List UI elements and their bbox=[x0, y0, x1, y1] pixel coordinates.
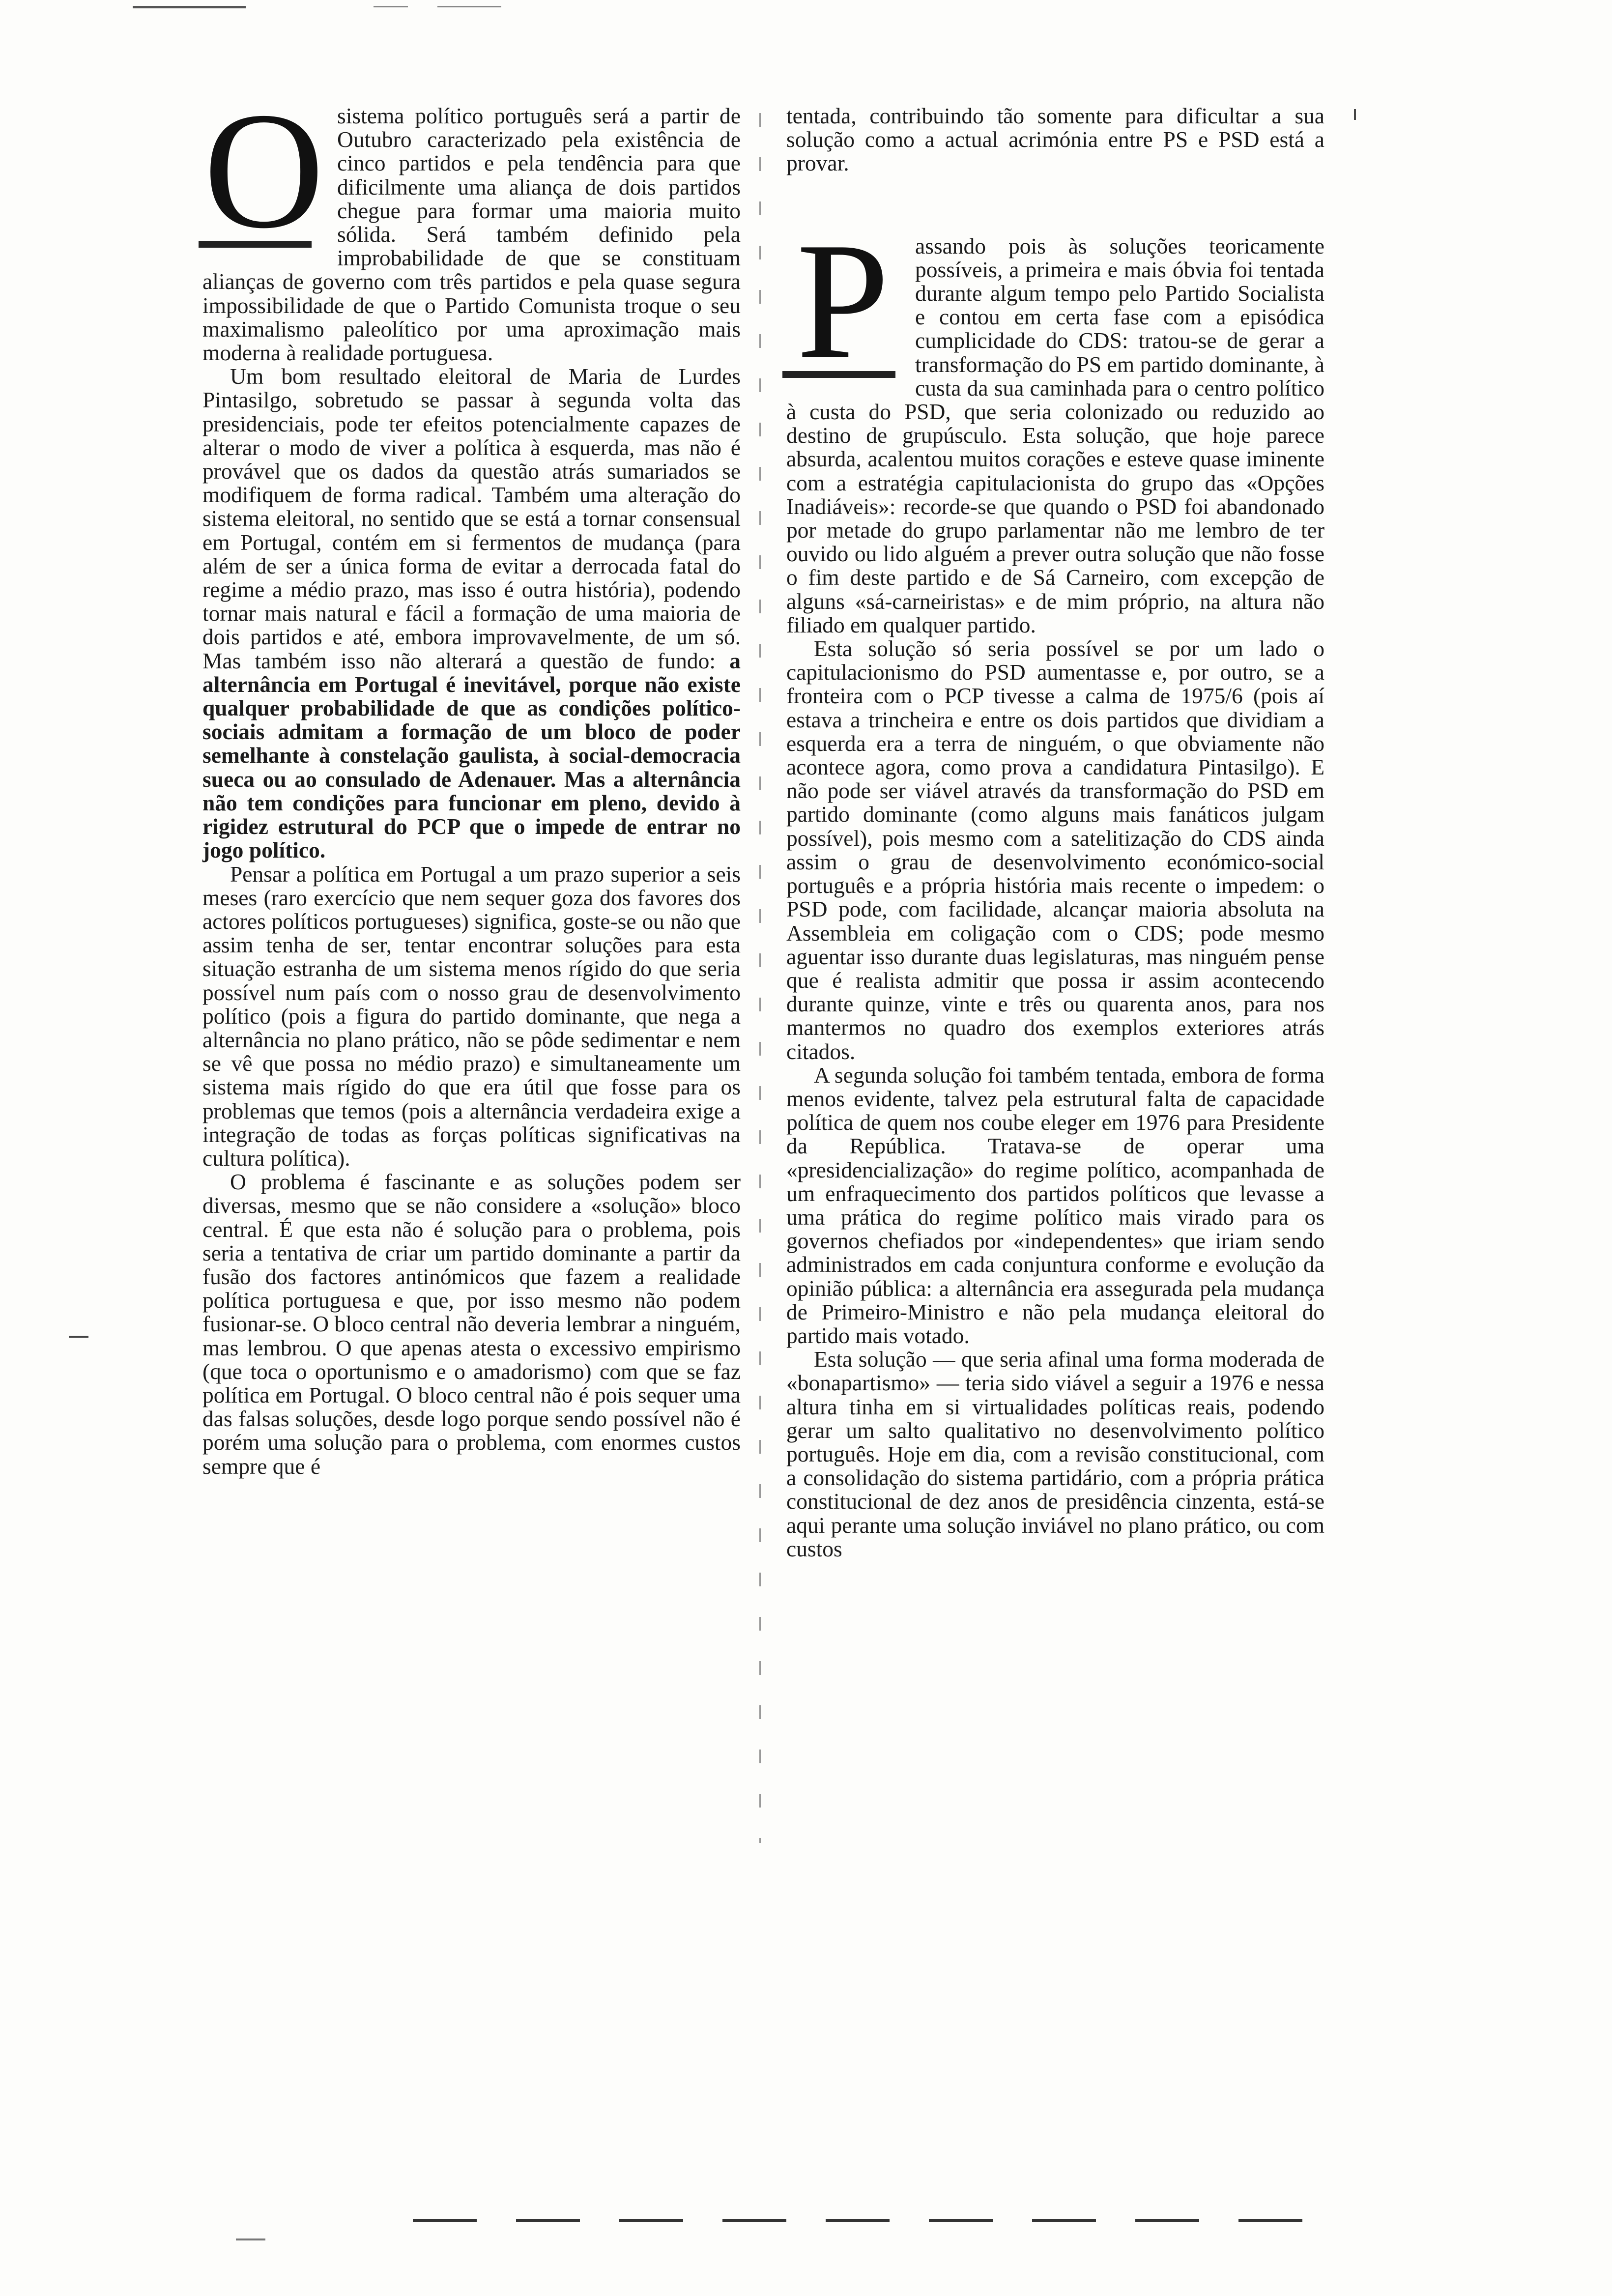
bold-emphasis: a alternância em Portugal é inevitável, porque não existe qualquer probabilidade de que as condições político-sociais admitam a formação de um bloco de poder semelhante à constelação gaulista, à social-democracia sueca ou ao consulado de Adenauer. Mas a alternância não tem condições para funcionar em pleno, devido à rigidez estrutural do PCP que o impede de entrar no jogo político. bbox=[202, 648, 741, 863]
dropcap-p: P bbox=[782, 234, 900, 382]
paragraph: Esta solução — que seria afinal uma forma moderada de «bonapartismo» — teria sido viável a seguir a 1976 e nessa altura tinha em si virtualidades políticas reais, podendo gerar um salto qualitativo no desenvolvimento político português. Hoje em dia, com a revisão constitucional, com a consolidação do sistema partidário, com a própria prática constitucional de dez anos de presidência cinzenta, está-se aqui perante uma solução inviável no plano prático, ou com custos bbox=[786, 1347, 1324, 1561]
top-rule bbox=[437, 6, 501, 7]
margin-mark bbox=[236, 2239, 265, 2240]
paragraph: O problema é fascinante e as soluções podem ser diversas, mesmo que se não considere a «solução» bloco central. É que esta não é solução para o problema, pois seria a tentativa de criar um partido dominante a partir da fusão dos factores antinómicos que fazem a realidade política portuguesa e que, por isso mesmo não podem fusionar-se. O bloco central não deveria lembrar a ninguém, mas lembrou. O que apenas atesta o excessivo empirismo (que toca o oportunismo e o amadorismo) com que se faz política em Portugal. O bloco central não é pois sequer uma das falsas soluções, desde logo porque sendo possível não é porém uma solução para o problema, com enormes custos sempre que é bbox=[202, 1169, 741, 1479]
paragraph: A segunda solução foi também tentada, embora de forma menos evidente, talvez pela estrutural falta de capacidade política de quem nos coube eleger em 1976 para Presidente da República. Tratava-se de operar uma «presidencialização» do regime político, acompanhada de um enfraquecimento dos partidos políticos que levasse a uma prática do regime político mais virado para os governos chefiados por «independentes» que iriam sendo administrados em cada conjuntura conforme e evolução da opinião pública: a alternância era assegurada pela mudança de Primeiro-Ministro e não pela mudança eleitoral do partido mais votado. bbox=[786, 1062, 1324, 1348]
margin-mark bbox=[69, 1336, 88, 1338]
paragraph: assando pois às soluções teoricamente possíveis, a primeira e mais óbvia foi tentada durante algum tempo pelo Partido Socialista e contou em certa fase com a episódica cumplicidade do CDS: tratou-se de gerar a transformação do PS em partido dominante, à custa da sua caminhada para o centro político à custa do PSD, que seria colonizado ou reduzido ao destino de grupúsculo. Esta solução, que hoje parece absurda, acalentou muitos corações e esteve quase iminente com a estratégia capitulacionista do grupo das «Opções Inadiáveis»: recorde-se que quando o PSD foi abandonado por metade do grupo parlamentar não me lembro de ter ouvido ou lido alguém a prever outra solução que não fosse o fim deste partido e de Sá Carneiro, com excepção de alguns «sá-carneiristas» e de mim próprio, na altura não filiado em qualquer partido. bbox=[786, 233, 1324, 637]
top-rule bbox=[133, 6, 246, 8]
bottom-rule bbox=[413, 2219, 1307, 2222]
column-divider bbox=[759, 113, 761, 1843]
margin-mark bbox=[1354, 109, 1356, 120]
paragraph: tentada, contribuindo tão somente para dificultar a sua solução como a actual acrimónia entre PS e PSD está a provar. bbox=[786, 103, 1324, 176]
paragraph: sistema político português será a partir de Outubro caracterizado pela existência de cinco partidos e pela tendência para que dificilmente uma aliança de dois partidos chegue para formar uma maioria muito sólida. Será também definido pela improbabilidade de que se constituam alianças de governo com três partidos e pela quase segura impossibilidade de que o Partido Comunista troque o seu maximalismo paleolítico por uma aproximação mais moderna à realidade portuguesa. bbox=[202, 103, 741, 366]
paragraph: Esta solução só seria possível se por um lado o capitulacionismo do PSD aumentasse e, por outro, se a fronteira com o PCP tivesse a calma de 1975/6 (pois aí estava a trincheira e entre os dois partidos que dividiam a esquerda era a terra de ninguém, o que obviamente não acontece agora, como prova a candidatura Pintasilgo). E não pode ser viável através da transformação do PSD em partido dominante (como alguns mais fanáticos julgam possível), pois mesmo com a satelitização do CDS ainda assim o grau de desenvolvimento económico-social português e a própria história mais recente o impedem: o PSD pode, com facilidade, alcançar maioria absoluta na Assembleia em coligação com o CDS; pode mesmo aguentar isso durante duas legislaturas, mas ninguém pense que é realista admitir que possa ir assim acontecendo durante quinze, vinte e três ou quarenta anos, para nos mantermos no quadro dos exemplos exteriores atrás citados. bbox=[786, 636, 1324, 1064]
paragraph: Um bom resultado eleitoral de Maria de Lurdes Pintasilgo, sobretudo se passar à segunda volta das presidenciais, pode ter efeitos potencialmente capazes de alterar o modo de viver a política à esquerda, mas não é provável que os dados da questão atrás sumariados se modifiquem de forma radical. Também uma alteração do sistema eleitoral, no sentido que se está a tornar consensual em Portugal, contém em si fermentos de mudança (para além de ser a única forma de evitar a derrocada fatal do regime a médio prazo, mas isso é outra história), podendo tornar mais natural e fácil a formação de uma maioria de dois partidos e até, embora improvavelmente, de um só. Mas também isso não alterará a questão de fundo: a alternância em Portugal é inevitável, porque não existe qualquer probabilidade de que as condições político-sociais admitam a formação de um bloco de poder semelhante à constelação gaulista, à social-democracia sueca ou ao consulado de Adenauer. Mas a alternância não tem condições para funcionar em pleno, devido à rigidez estrutural do PCP que o impede de entrar no jogo político. bbox=[202, 364, 741, 863]
article-column-left bbox=[202, 78, 741, 1479]
article-column-right bbox=[786, 104, 1324, 1561]
paragraph: Pensar a política em Portugal a um prazo superior a seis meses (raro exercício que nem sequer goza dos favores dos actores políticos portugueses) significa, goste-se ou não que assim tenha de ser, tentar encontrar soluções para esta situação estranha de um sistema menos rígido do que seria possível num país com o nosso grau de desenvolvimento político (pois a figura do partido dominante, que nega a alternância no plano prático, não se pôde sedimentar e nem se vê que possa no médio prazo) e simultaneamente um sistema mais rígido do que era útil que fosse para os problemas que temos (pois a alternância verdadeira exige a integração de todas as forças políticas significativas na cultura política). bbox=[202, 861, 741, 1171]
dropcap-o: O bbox=[199, 104, 326, 247]
top-rule bbox=[374, 6, 408, 7]
